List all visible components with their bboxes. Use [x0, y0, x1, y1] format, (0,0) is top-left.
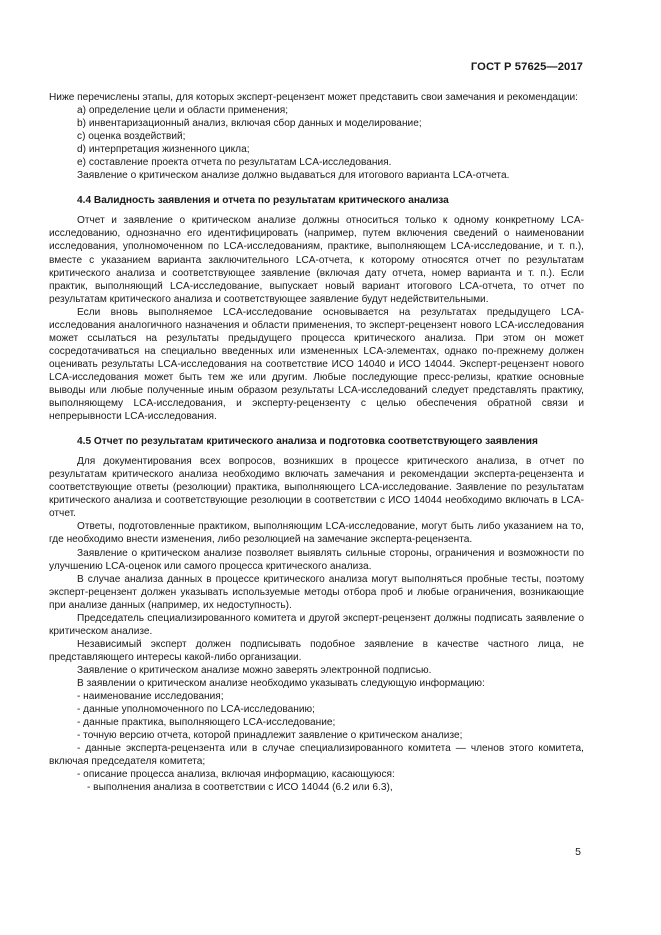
list-item: - точную версию отчета, которой принадлежит заявление о критическом анализе; [77, 730, 463, 742]
sublist-item: - выполнения анализа в соответствии с ИСО 14044 (6.2 или 6.3), [87, 782, 393, 794]
list-item: - данные эксперта-рецензента или в случае специализированного комитета — членов этого комитета, включая председателя комитета; [49, 743, 584, 768]
paragraph: Если вновь выполняемое LCA-исследование основывается на результатах предыдущего LCA-исследования аналогичного назначения и области применения, то эксперт-рецензент нового LCA-исследования может ссылаться на результаты предыдущего процесса критического анализа. При этом он может сосредотачиваться на специально введенных или измененных LCA-элементах, однако по-прежнему должен оценивать результаты LCA-исследования на соответствие ИСО 14040 и ИСО 14044. Эксперт-рецензент нового LCA-исследования может быть тем же или другим. Любые последующие пресс-релизы, краткие основные выводы или любые полученные иным образом результаты LCA-исследований следует представлять практику, выполняющему LCA-исследования, и эксперту-рецензенту с целью обеспечения обратной связи и непрерывности LCA-исследования. [49, 306, 584, 423]
paragraph: Председатель специализированного комитета и другой эксперт-рецензент должны подписать заявление о критическом анализе. [49, 612, 584, 637]
paragraph: Независимый эксперт должен подписывать подобное заявление в качестве частного лица, не представляющего интересы какой-либо организации. [49, 638, 584, 663]
stage-item: a) определение цели и области применения; [77, 105, 289, 117]
list-item: - описание процесса анализа, включая информацию, касающуюся: [77, 769, 395, 781]
paragraph: Заявление о критическом анализе можно заверять электронной подписью. [77, 664, 432, 676]
paragraph: Ответы, подготовленные практиком, выполняющим LCA-исследование, могут быть либо указанием на то, где необходимо внести изменения, либо резолюцией на замечание эксперта-рецензента. [49, 521, 584, 546]
page-number: 5 [575, 846, 581, 858]
list-item: - данные практика, выполняющего LCA-исследование; [77, 717, 336, 729]
paragraph: В случае анализа данных в процессе критического анализа могут выполняться пробные тесты, поэтому эксперт-рецензент должен указывать используемые методы отбора проб и любые ограничения, возникающие при анализе данных (например, их недоступность). [49, 573, 584, 611]
list-item: - наименование исследования; [77, 691, 224, 703]
paragraph: Отчет и заявление о критическом анализе должны относиться только к одному конкретному LCA-исследованию, однозначно его идентифицировать (например, путем включения сведений о наименовании исследования, уполномоченном по LCA-исследованиям, практике, выполняющем LCA-исследование, и т. п.), вместе с указанием варианта заключительного LCA-отчета, к которому относятся отчет по результатам критического анализа и соответствующее заявление (включая дату отчета, номер варианта и т. п.). Если практик, выполняющий LCA-исследование, выпускает новый вариант итогового LCA-отчета, то отчет по результатам критического анализа и соответствующее заявление будут недействительными. [49, 215, 584, 305]
section-heading-4-4: 4.4 Валидность заявления и отчета по результатам критического анализа [77, 195, 449, 207]
document-header: ГОСТ Р 57625—2017 [470, 61, 583, 73]
paragraph: Для документирования всех вопросов, возникших в процессе критического анализа, в отчет по результатам критического анализа необходимо включать замечания и рекомендации эксперта-рецензента и соответствующие ответы (резолюции) практика, выполняющего LCA-исследование. Заявление по результатам критического анализа и соответствующие резолюции в соответствии с ИСО 14044 необходимо включать в LCA-отчет. [49, 456, 584, 520]
stage-item: e) составление проекта отчета по результатам LCA-исследования. [77, 157, 392, 169]
paragraph: В заявлении о критическом анализе необходимо указывать следующую информацию: [77, 677, 485, 689]
document-body [49, 91, 584, 794]
paragraph: Заявление о критическом анализе позволяет выявлять сильные стороны, ограничения и возможности по улучшению LCA-оценок или самого процесса критического анализа. [49, 547, 584, 572]
stage-item: d) интерпретация жизненного цикла; [77, 144, 250, 156]
intro-lead: Ниже перечислены этапы, для которых эксперт-рецензент может представить свои замечания и рекомендации: [49, 92, 578, 103]
stage-item: b) инвентаризационный анализ, включая сбор данных и моделирование; [77, 118, 422, 130]
list-item: - данные уполномоченного по LCA-исследованию; [77, 704, 315, 716]
intro-closing: Заявление о критическом анализе должно выдаваться для итогового варианта LCA-отчета. [77, 170, 510, 182]
stage-item: c) оценка воздействий; [77, 131, 186, 143]
section-heading-4-5: 4.5 Отчет по результатам критического анализа и подготовка соответствующего заявления [77, 436, 538, 448]
